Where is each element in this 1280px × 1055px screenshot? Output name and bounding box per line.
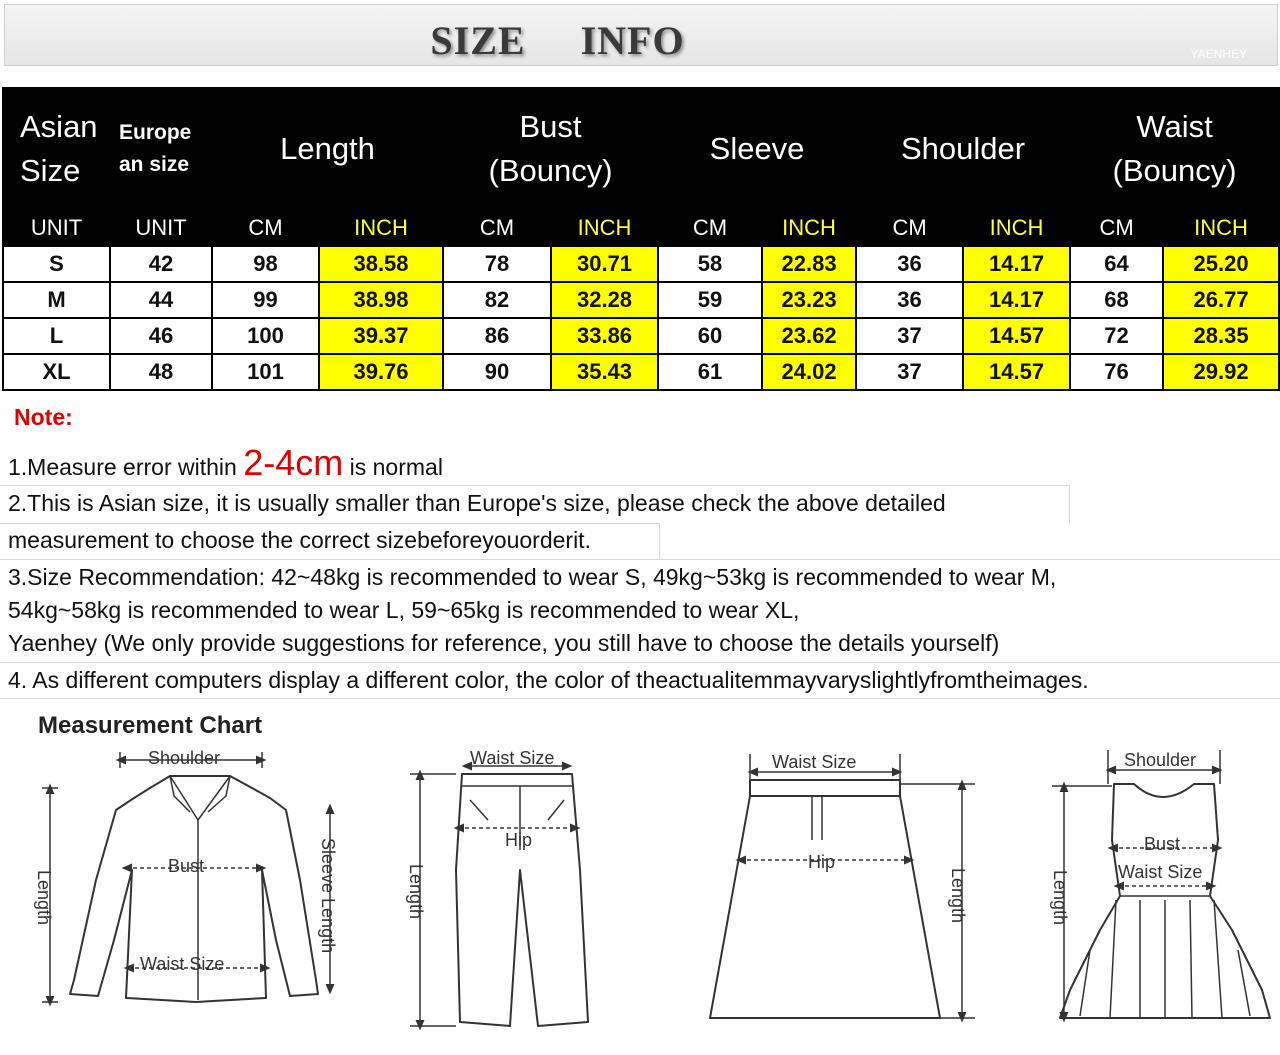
table-cell: 61: [658, 354, 762, 390]
note-2-line-1: 2.This is Asian size, it is usually smaller than Europe's size, please check the above detailed: [8, 490, 946, 516]
divider: [0, 662, 1280, 663]
table-cell: 36: [856, 282, 963, 318]
table-cell: 44: [110, 282, 212, 318]
unit-cell: INCH: [551, 210, 658, 246]
dress-length-label: Length: [1050, 870, 1070, 926]
divider: [0, 559, 1280, 560]
note-1-highlight: 2-4cm: [243, 442, 344, 483]
unit-cell: INCH: [762, 210, 856, 246]
table-row: [3, 282, 1279, 318]
table-cell: 26.77: [1163, 282, 1279, 318]
table-cell: 39.76: [319, 354, 443, 390]
table-cell: 68: [1070, 282, 1163, 318]
divider: [0, 698, 1280, 699]
table-cell: 100: [212, 318, 319, 354]
table-cell: 33.86: [551, 318, 658, 354]
table-cell: 23.62: [762, 318, 856, 354]
divider: [0, 523, 660, 524]
table-cell: 72: [1070, 318, 1163, 354]
table-cell: 37: [856, 318, 963, 354]
table-cell: 99: [212, 282, 319, 318]
table-cell: 98: [212, 246, 319, 282]
dress-waist-label: Waist Size: [1118, 862, 1203, 882]
header-shoulder: Shoulder: [856, 88, 1070, 210]
page-title: SIZE INFO: [430, 18, 685, 63]
shirt-waist-label: Waist Size: [140, 954, 225, 974]
table-cell: S: [3, 246, 110, 282]
unit-cell: INCH: [319, 210, 443, 246]
table-cell: 14.17: [963, 246, 1070, 282]
table-cell: 60: [658, 318, 762, 354]
note-3-line-2: 54kg~58kg is recommended to wear L, 59~65kg is recommended to wear XL,: [8, 597, 800, 623]
title-banner: [4, 4, 1278, 66]
table-cell: 23.23: [762, 282, 856, 318]
pants-waist-label: Waist Size: [470, 748, 555, 768]
unit-cell: UNIT: [3, 210, 110, 246]
header-row: [3, 88, 1279, 210]
divider: [659, 523, 660, 559]
skirt-length-label: Length: [948, 868, 968, 924]
table-cell: 42: [110, 246, 212, 282]
skirt-waist-label: Waist Size: [772, 752, 857, 772]
table-cell: 14.57: [963, 354, 1070, 390]
table-cell: 58: [658, 246, 762, 282]
header-asian-size: Asian Size: [3, 88, 110, 210]
unit-cell: CM: [443, 210, 551, 246]
table-cell: 39.37: [319, 318, 443, 354]
header-waist: Waist (Bouncy): [1070, 88, 1279, 210]
dress-bust-label: Bust: [1144, 834, 1181, 854]
measurement-chart-title: Measurement Chart: [38, 712, 263, 739]
table-cell: 76: [1070, 354, 1163, 390]
table-row: [3, 354, 1279, 390]
unit-cell: INCH: [963, 210, 1070, 246]
shirt-bust-label: Bust: [168, 856, 205, 876]
shirt-shoulder-label: Shoulder: [148, 748, 221, 768]
table-row: [3, 318, 1279, 354]
header-europe-size: Europe an size: [110, 88, 212, 210]
skirt-diagram: [710, 754, 975, 1018]
units-row: [3, 210, 1279, 246]
table-cell: 24.02: [762, 354, 856, 390]
shirt-length-label: Length: [34, 870, 54, 926]
pants-diagram: [410, 766, 588, 1026]
shirt-sleeve-length-label: Sleeve Length: [318, 838, 338, 954]
measurement-chart: [0, 700, 1280, 1055]
unit-cell: CM: [212, 210, 319, 246]
pants-length-label: Length: [406, 864, 426, 920]
note-3-line-1: 3.Size Recommendation: 42~48kg is recommended to wear S, 49kg~53kg is recommended to wear M,: [8, 564, 1057, 590]
table-cell: 36: [856, 246, 963, 282]
divider: [1069, 485, 1070, 523]
table-cell: 25.20: [1163, 246, 1279, 282]
header-length: Length: [212, 88, 443, 210]
table-cell: 29.92: [1163, 354, 1279, 390]
skirt-hip-label: Hip: [808, 852, 836, 872]
size-table: [2, 87, 1280, 391]
table-cell: 38.58: [319, 246, 443, 282]
table-cell: 48: [110, 354, 212, 390]
table-cell: 35.43: [551, 354, 658, 390]
table-cell: 32.28: [551, 282, 658, 318]
table-cell: 64: [1070, 246, 1163, 282]
table-cell: L: [3, 318, 110, 354]
table-cell: 46: [110, 318, 212, 354]
unit-cell: INCH: [1163, 210, 1279, 246]
note-4: 4. As different computers display a different color, the color of theactualitemmayvaryslightlyfromtheimages.: [8, 667, 1089, 693]
note-2-line-2: measurement to choose the correct sizebeforeyouorderit.: [8, 527, 591, 553]
table-row: [3, 246, 1279, 282]
table-cell: M: [3, 282, 110, 318]
table-cell: 82: [443, 282, 551, 318]
table-cell: 101: [212, 354, 319, 390]
note-3-line-3: Yaenhey (We only provide suggestions for reference, you still have to choose the details yourself): [8, 630, 1000, 656]
table-cell: 86: [443, 318, 551, 354]
header-sleeve: Sleeve: [658, 88, 856, 210]
table-cell: 22.83: [762, 246, 856, 282]
table-cell: 14.17: [963, 282, 1070, 318]
divider: [0, 485, 1070, 486]
note-1: 1.Measure error within 2-4cm is normal: [8, 442, 443, 483]
pants-hip-label: Hip: [505, 830, 533, 850]
table-cell: 78: [443, 246, 551, 282]
table-cell: 28.35: [1163, 318, 1279, 354]
table-cell: 59: [658, 282, 762, 318]
table-cell: 38.98: [319, 282, 443, 318]
table-cell: 30.71: [551, 246, 658, 282]
unit-cell: CM: [658, 210, 762, 246]
table-cell: 90: [443, 354, 551, 390]
dress-diagram: [1052, 750, 1270, 1018]
header-bust: Bust (Bouncy): [443, 88, 658, 210]
dress-shoulder-label: Shoulder: [1124, 750, 1197, 770]
table-cell: XL: [3, 354, 110, 390]
unit-cell: CM: [856, 210, 963, 246]
table-cell: 14.57: [963, 318, 1070, 354]
unit-cell: UNIT: [110, 210, 212, 246]
note-title: Note:: [14, 404, 73, 430]
unit-cell: CM: [1070, 210, 1163, 246]
watermark: YAENHEY: [1190, 47, 1247, 61]
table-cell: 37: [856, 354, 963, 390]
